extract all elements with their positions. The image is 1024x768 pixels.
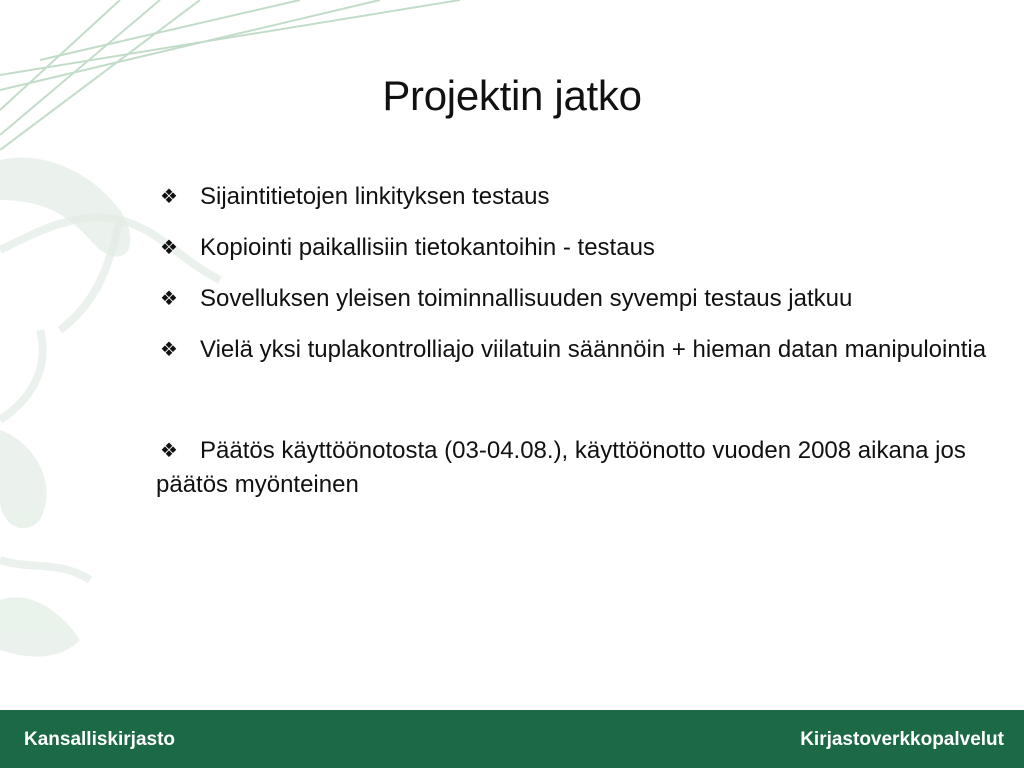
bullet-text: Sovelluksen yleisen toiminnallisuuden syvempi testaus jatkuu	[200, 285, 853, 312]
bullet-item	[156, 231, 996, 265]
bullet-list	[156, 180, 996, 519]
diamond-bullet-icon: ❖	[160, 440, 178, 462]
bullet-item	[156, 434, 996, 502]
footer-logo-kansalliskirjasto: Kansalliskirjasto	[24, 729, 176, 750]
diamond-bullet-icon: ❖	[160, 237, 178, 259]
slide-title: Projektin jatko	[382, 72, 642, 119]
diamond-bullet-icon: ❖	[160, 339, 178, 361]
diamond-bullet-icon: ❖	[160, 288, 178, 310]
bullet-item	[156, 180, 996, 214]
bullet-text: Kopiointi paikallisiin tietokantoihin - testaus	[200, 234, 655, 261]
bullet-item	[156, 282, 996, 316]
bullet-text: Päätös käyttöönotosta (03-04.08.), käyttöönotto vuoden 2008 aikana jos päätös myönteinen	[156, 437, 966, 498]
footer-logo-kirjastoverkkopalvelut: Kirjastoverkkopalvelut	[800, 729, 1004, 750]
bullet-text: Sijaintitietojen linkityksen testaus	[200, 183, 550, 210]
bullet-text: Vielä yksi tuplakontrolliajo viilatuin säännöin + hieman datan manipulointia	[200, 336, 987, 363]
bullet-item	[156, 333, 996, 367]
footer-bar	[0, 710, 1024, 768]
diamond-bullet-icon: ❖	[160, 186, 178, 208]
